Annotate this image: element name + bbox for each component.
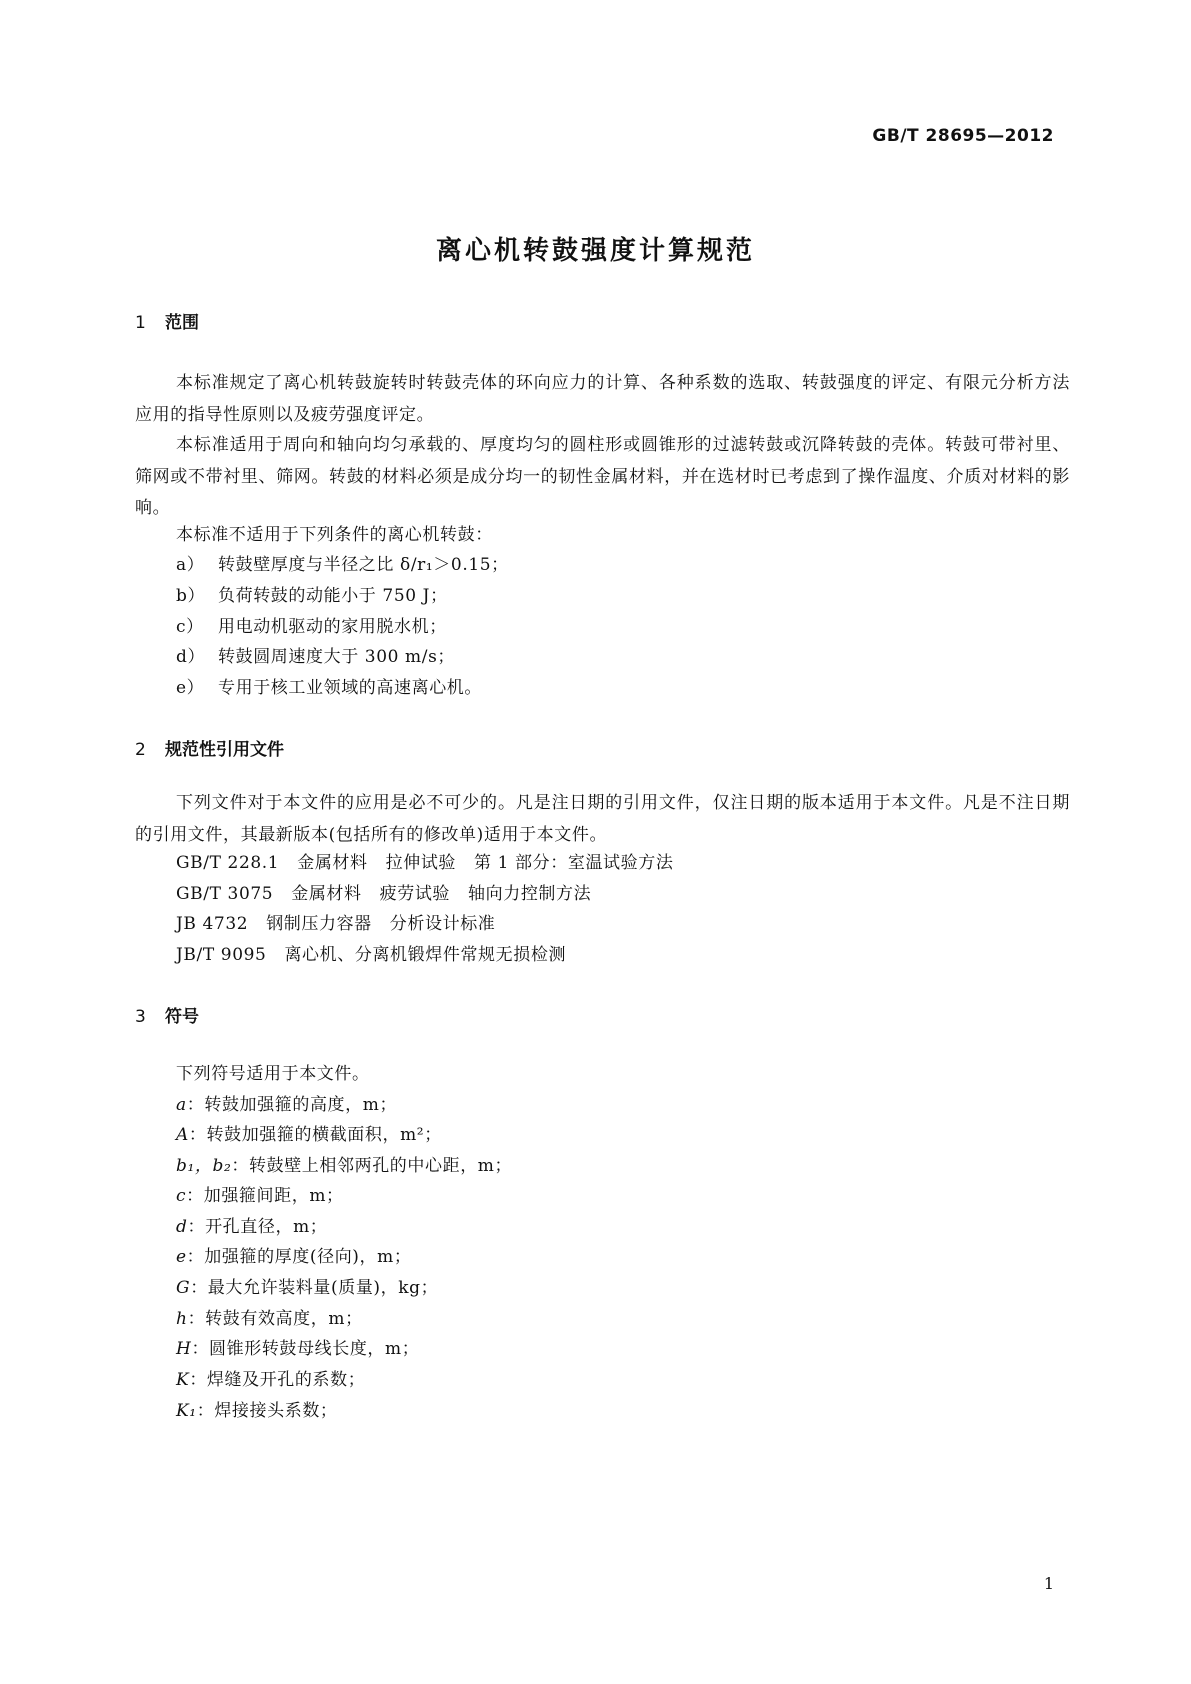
- section-2-heading: [135, 735, 284, 760]
- symbol-definition: [176, 1184, 344, 1208]
- section-number: 1: [135, 313, 146, 333]
- standard-number: GB/T 28695—2012: [872, 126, 1054, 146]
- symbol-description: ：最大允许装料量(质量)，kg；: [190, 1278, 439, 1298]
- symbol: H: [176, 1339, 192, 1359]
- list-text: 用电动机驱动的家用脱水机；: [218, 617, 447, 637]
- symbol-description: ：转鼓加强箍的横截面积，m²；: [188, 1125, 442, 1145]
- reference-title-part: 疲劳试验: [379, 884, 451, 904]
- section-title: 符号: [165, 1007, 199, 1027]
- symbol: d: [176, 1217, 188, 1237]
- reference-code: JB/T 9095: [176, 945, 267, 965]
- symbol-definition: [176, 1368, 365, 1392]
- symbol-definition: [176, 1245, 411, 1269]
- list-item: [176, 553, 509, 577]
- paragraph: 本标准不适用于下列条件的离心机转鼓：: [176, 525, 493, 545]
- list-label: c）: [176, 617, 204, 637]
- reference-code: JB 4732: [176, 914, 249, 934]
- symbol-definition: [176, 1093, 397, 1117]
- symbol-description: ：开孔直径，m；: [187, 1217, 328, 1237]
- section-title: 规范性引用文件: [165, 740, 284, 760]
- symbol-definition: [176, 1307, 363, 1331]
- list-label: e）: [176, 678, 205, 698]
- reference-title-part: 钢制压力容器: [266, 914, 372, 934]
- document-title: 离心机转鼓强度计算规范: [435, 236, 755, 266]
- list-item: [176, 615, 447, 639]
- list-text: 专用于核工业领域的高速离心机。: [218, 678, 482, 698]
- symbol-definition: [176, 1276, 438, 1300]
- reference-title-part: 金属材料: [297, 853, 368, 873]
- reference-title-part: 第 1 部分：室温试验方法: [474, 853, 674, 873]
- symbol: h: [176, 1309, 188, 1329]
- symbol-definition: [176, 1215, 327, 1239]
- reference-title-part: 拉伸试验: [385, 853, 457, 873]
- list-label: b）: [176, 586, 206, 606]
- symbol-description: ：焊缝及开孔的系数；: [189, 1370, 366, 1390]
- symbol: c: [176, 1186, 187, 1206]
- symbol-description: ：转鼓有效高度，m；: [187, 1309, 363, 1329]
- symbol-definition: [176, 1154, 512, 1178]
- symbol-description: ：焊接接头系数；: [196, 1401, 338, 1421]
- list-label: a）: [176, 555, 205, 575]
- list-item: [176, 584, 448, 608]
- reference-title-part: 轴向力控制方法: [468, 884, 592, 904]
- symbol: K: [176, 1370, 190, 1390]
- section-number: 2: [135, 740, 146, 760]
- paragraph: 下列文件对于本文件的应用是必不可少的。凡是注日期的引用文件，仅注日期的版本适用于本文件。凡是不注日期的引用文件，其最新版本(包括所有的修改单)适用于本文件。: [135, 793, 1070, 845]
- symbol-description: ：加强箍的厚度(径向)，m；: [186, 1247, 412, 1267]
- symbol: a: [176, 1095, 187, 1115]
- reference-item: [176, 882, 591, 906]
- symbol-description: ：圆锥形转鼓母线长度，m；: [191, 1339, 420, 1359]
- reference-item: [176, 912, 495, 936]
- reference-code: GB/T 3075: [176, 884, 274, 904]
- paragraph: 本标准适用于周向和轴向均匀承载的、厚度均匀的圆柱形或圆锥形的过滤转鼓或沉降转鼓的壳体。转鼓可带衬里、筛网或不带衬里、筛网。转鼓的材料必须是成分均一的韧性金属材料，并在选材时已考虑到了操作温度、介质对材料的影响。: [135, 435, 1070, 518]
- symbol-definition: [176, 1399, 338, 1423]
- symbol-description: ：加强箍间距，m；: [186, 1186, 344, 1206]
- page-number: 1: [1043, 1574, 1054, 1593]
- reference-title-part: 分析设计标准: [389, 914, 496, 934]
- reference-item: [176, 943, 566, 967]
- symbol-definition: [176, 1337, 419, 1361]
- list-text: 转鼓壁厚度与半径之比 δ/r₁＞0.15；: [218, 555, 509, 575]
- symbol-description: ：转鼓壁上相邻两孔的中心距，m；: [231, 1156, 513, 1176]
- reference-item: [176, 851, 673, 875]
- symbol: e: [176, 1247, 187, 1267]
- list-item: [176, 645, 455, 669]
- section-3-heading: [135, 1002, 199, 1027]
- symbol: b₁，b₂: [176, 1156, 232, 1176]
- reference-title-part: 金属材料: [291, 884, 362, 904]
- paragraph: 下列符号适用于本文件。: [176, 1064, 370, 1084]
- symbol: K₁: [176, 1401, 197, 1421]
- list-text: 转鼓圆周速度大于 300 m/s；: [218, 647, 456, 667]
- reference-code: GB/T 228.1: [176, 853, 280, 873]
- symbol: G: [176, 1278, 191, 1298]
- paragraph: 本标准规定了离心机转鼓旋转时转鼓壳体的环向应力的计算、各种系数的选取、转鼓强度的评定、有限元分析方法应用的指导性原则以及疲劳强度评定。: [135, 373, 1070, 425]
- symbol-definition: [176, 1123, 442, 1147]
- section-number: 3: [135, 1007, 146, 1027]
- list-item: [176, 676, 482, 700]
- symbol-description: ：转鼓加强箍的高度，m；: [186, 1095, 398, 1115]
- symbol: A: [176, 1125, 189, 1145]
- section-title: 范围: [165, 313, 199, 333]
- list-text: 负荷转鼓的动能小于 750 J；: [218, 586, 448, 606]
- reference-title-part: 离心机、分离机锻焊件常规无损检测: [284, 945, 567, 965]
- section-1-heading: [135, 308, 199, 333]
- list-label: d）: [176, 647, 206, 667]
